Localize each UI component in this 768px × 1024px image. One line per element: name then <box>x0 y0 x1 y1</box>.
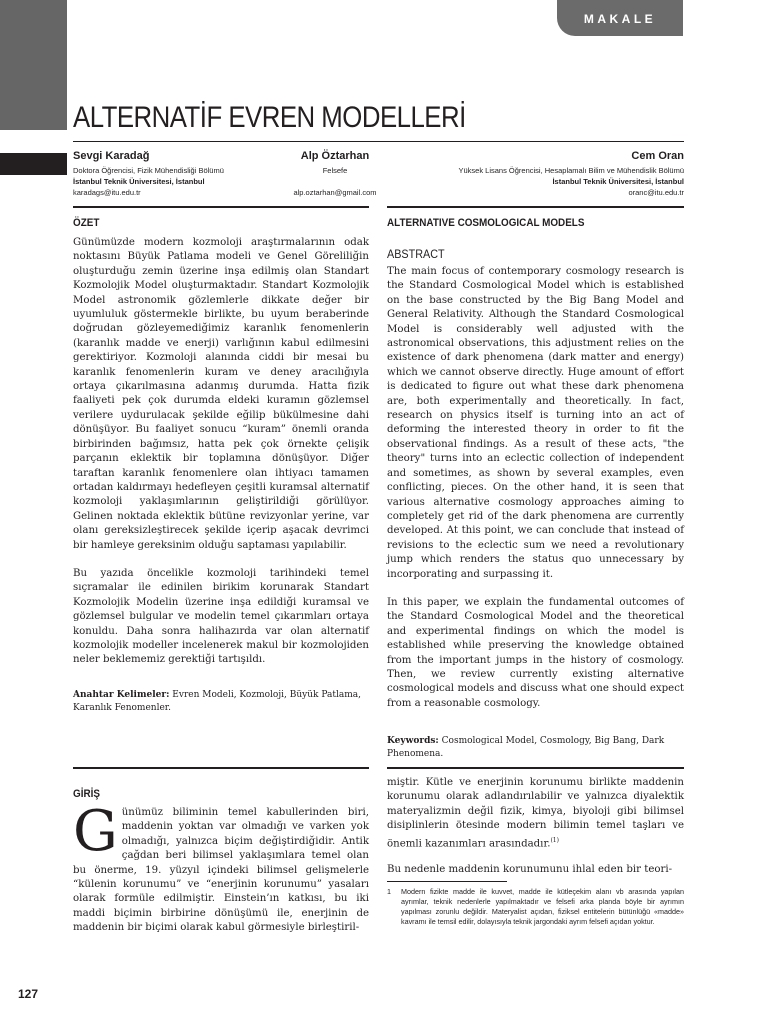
page-number: 127 <box>18 987 39 1001</box>
author-email[interactable]: karadags@itu.edu.tr <box>73 188 141 197</box>
author-name: Alp Öztarhan <box>300 150 370 162</box>
author-affiliation: İstanbul Teknik Üniversitesi, İstanbul <box>552 177 684 186</box>
author-affiliation-blank <box>275 176 395 187</box>
author-1 <box>73 150 273 198</box>
ozet-top-rule <box>73 206 369 208</box>
ozet-paragraph-1: Günümüzde modern kozmoloji araştırmalarının odak noktasını Büyük Patlama modeli ve Genel Göreliliğin oluşturduğu zemin üzerine inşa edilmiş olan Standart Kozmolojik Model oluşturmaktadır. Standart Kozmolojik Model astronomik gözlemlerle dikkate değer bir uyumluluk göstermekle birlikte, bu uyum beraberinde doğrudan gözleyemediğimiz karanlık fenomenlerin (karanlık madde ve enerji) varlığının kabul edilmesini gerektiriyor. Kozmoloji alanında ciddi bir mesai bu karanlık fenomenlerin kuram ve deney aracılığıyla ortaya çıkarılmasına adanmış durumda. Hatta fizik faaliyeti pek çok durumda eldeki kuramın gözlemsel verilere uydurulacak şekilde eğilip bükülmesine dahi dönüşüyor. Bu faaliyet sonucu “kuram” önemli oranda birbirinden bağımsız, hatta pek çok örnekte çelişik parçanın eklektik bir toplamına dönüşüyor. Diğer taraftan karanlık fenomenlere olan ihtiyacı tamamen ortadan kaldırmayı hedefleyen çeşitli kuramsal alternatif kozmoloji yaklaşımlarının geliştirildiği görülüyor. Gelinen noktada eklektik bütüne revizyonlar yerine, var olanı gereksizleştirecek şekilde içerip aşacak devrimci bir hamleye gereksinim olduğu saptaması yapılabilir. <box>73 237 369 551</box>
body-top-rule <box>387 767 684 769</box>
author-affiliation: İstanbul Teknik Üniversitesi, İstanbul <box>73 177 205 186</box>
keywords-text: Evren Modeli, Kozmoloji, Büyük Patlama, Karanlık Fenomenler. <box>73 690 361 713</box>
abstract-paragraph-2: In this paper, we explain the fundamental outcomes of the Standard Cosmological Model and the theoretical and experimental findings on which the model is established while preserving the knowledge obtained from the important jumps in the history of cosmology. Then, we review currently existing alternative cosmological models and discuss what one should expect from a reasonable cosmology. <box>387 596 684 709</box>
drop-cap: G <box>73 799 118 864</box>
author-role: Felsefe <box>322 166 348 175</box>
ozet-heading: ÖZET <box>73 217 100 229</box>
author-role: Doktora Öğrencisi, Fizik Mühendisliği Bölümü <box>73 166 224 175</box>
ozet-keywords <box>73 689 369 715</box>
section-label: MAKALE <box>557 0 683 36</box>
title-rule <box>73 141 684 142</box>
english-keywords <box>387 735 684 761</box>
giris-continued <box>387 776 684 878</box>
author-name: Sevgi Karadağ <box>73 150 150 162</box>
author-email[interactable]: alp.oztarhan@gmail.com <box>293 188 377 197</box>
author-3 <box>404 150 684 198</box>
footnote-text: Modern fizikte madde ile kuvvet, madde ile kütleçekim alanı vb arasında yapılan ayrımlar, teknik nedenlerle yapılmaktadır ve felsefi arka planda böyle bir ayrımın yapılması zorunlu değildir. Materyalist açıdan, fiziksel entitelerin bütünlüğü «madde» kavramı ile temsil edilir, dolayısıyla teknik jargondaki ayrım felsefi açıdan yoktur. <box>401 887 684 926</box>
footnote <box>387 887 684 927</box>
abstract-heading: ABSTRACT <box>387 247 445 261</box>
ozet-body <box>73 236 369 668</box>
article-title: ALTERNATİF EVREN MODELLERİ <box>73 101 466 134</box>
keywords-label: Anahtar Kelimeler: <box>73 690 170 700</box>
giris-paragraph-continued: miştir. Kütle ve enerjinin korunumu birlikte maddenin korunumu olarak adlandırılabilir ve yalnızca diyalektik materyalizmin değil fizik, kimya, biyoloji gibi bilimsel disiplinlerin ötesinde modern bilimin temel taşları ve önemli kazanımları arasındadır. <box>387 777 684 850</box>
author-role: Yüksek Lisans Öğrencisi, Hesaplamalı Bilim ve Mühendislik Bölümü <box>458 166 684 175</box>
giris-paragraph-next: Bu nedenle maddenin korunumunu ihlal eden bir teori- <box>387 864 673 876</box>
author-email[interactable]: oranc@itu.edu.tr <box>628 188 684 197</box>
giris-paragraph-1: ünümüz biliminin temel kabullerinden biri, maddenin yoktan var olmadığı ve varken yok olmadığı, yalnızca biçim değiştirdiğidir. Antik çağdan beri bilimsel yaklaşımlara temel olan bu önerme, 19. yüzyıl içindeki bilimsel gelişmelerle “külenin korunumu” ve “enerjinin korunumu” yasaları olarak formüle edilmiştir. Einstein’ın katkısı, bu iki maddi biçimin birbirine dönüşümü ile, enerjinin de maddenin bir biçimi olarak kabul görmesiyle birleştiril- <box>73 807 369 934</box>
giris-heading: GİRİŞ <box>73 788 100 800</box>
footnote-number: 1 <box>387 887 391 896</box>
author-name: Cem Oran <box>631 150 684 162</box>
giris-top-rule <box>73 767 369 769</box>
ozet-paragraph-2: Bu yazıda öncelikle kozmoloji tarihindeki temel sıçramalar ile edinilen birikim korunarak Standart Kozmolojik Modelin üzerine inşa edildiği kuramsal ve gözlemsel bulgular ve modelin temel çıkarımları ortaya konuldu. Daha sonra halihazırda var olan alternatif kozmolojik modeller incelenerek makul bir kozmolojiden neler beklememiz gerektiği tartışıldı. <box>73 567 369 666</box>
abstract-paragraph-1: The main focus of contemporary cosmology research is the Standard Cosmological Model which is established on the base constructed by the Big Bang Model and General Relativity. Although the Standard Cosmological Model is considerably well adjusted with the astronomical observations, this adjustment relies on the existence of dark phenomena (dark matter and energy) which we cannot observe directly. Huge amount of effort is dedicated to figure out what these dark phenomena are, both experimentally and theoretically. In fact, research on physics itself is turning into an act of deforming the interested theory in order to fit the observational findings. As a result of these acts, "the theory" turns into an eclectic collection of independent and sometimes, as shown by several examples, even conflicting, pieces. On the other hand, it is seen that various alternative cosmology approaches aiming to completely get rid of the dark phenomena are currently developed. At this point, we can conclude that instead of revisions to the eclectic sum we need a revolutionary jump which renders the status quo unnecessary by incorporating and surpassing it. <box>387 266 684 580</box>
footnote-ref[interactable]: (1) <box>550 836 559 844</box>
side-marker <box>0 153 67 175</box>
abstract-body <box>387 265 684 711</box>
giris-body <box>73 799 369 936</box>
keywords-label: Keywords: <box>387 736 439 746</box>
footnote-rule <box>387 881 507 882</box>
abstract-top-rule <box>387 206 684 208</box>
keywords-text: Cosmological Model, Cosmology, Big Bang, Dark Phenomena. <box>387 736 665 759</box>
english-title: ALTERNATIVE COSMOLOGICAL MODELS <box>387 217 585 229</box>
side-tab <box>0 0 67 130</box>
author-2 <box>275 150 395 198</box>
